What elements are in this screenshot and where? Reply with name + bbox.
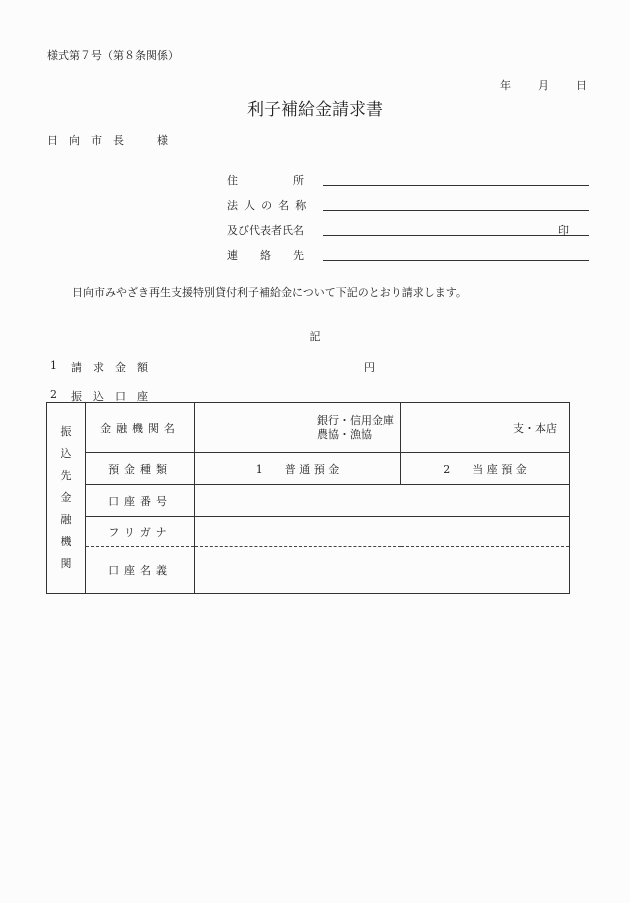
date-line: [500, 77, 586, 93]
furigana-field[interactable]: [195, 517, 570, 547]
addressee: 日 向 市 長 様: [47, 134, 168, 147]
deposit-type-label: 預金種類: [86, 453, 195, 485]
branch-field[interactable]: [401, 403, 570, 453]
bank-name-field[interactable]: [195, 403, 401, 453]
side-char: 融: [60, 513, 72, 526]
bank-name-label: 金融機関名: [86, 403, 195, 453]
account-name-label: 口座名義: [86, 547, 195, 594]
contact-field[interactable]: [323, 260, 589, 261]
corporate-name-field[interactable]: [323, 210, 589, 211]
side-char: 機: [60, 535, 72, 548]
side-char: 関: [60, 557, 72, 570]
furigana-label: フリガナ: [86, 517, 195, 547]
form-number: 様式第７号（第８条関係）: [47, 49, 179, 62]
deposit-option-current[interactable]: 2 当 座 預 金: [401, 453, 570, 485]
item2-label: 振 込 口 座: [71, 390, 148, 403]
form-title: 利子補給金請求書: [247, 100, 383, 120]
address-field[interactable]: [323, 185, 589, 186]
side-label-cell: [47, 403, 86, 594]
account-name-field[interactable]: [195, 547, 570, 594]
yen-unit: 円: [364, 361, 375, 374]
side-char: 金: [60, 491, 72, 504]
day-label: 日: [576, 79, 587, 92]
bank-types-line2: 農協・漁協: [317, 427, 372, 441]
year-label: 年: [500, 79, 511, 92]
item1-number: 1: [50, 359, 57, 372]
corporate-name-label: 法人の名称: [227, 199, 313, 212]
request-statement: 日向市みやざき再生支援特別貸付利子補給金について下記のとおり請求します。: [72, 286, 467, 299]
representative-field[interactable]: [323, 235, 589, 236]
bank-types-line1: 銀行・信用金庫: [317, 413, 394, 427]
side-char: 先: [60, 469, 72, 482]
contact-label: 連 絡 先: [227, 249, 304, 262]
branch-label: 支・本店: [513, 421, 557, 435]
side-char: 込: [60, 447, 72, 460]
item2-number: 2: [50, 388, 57, 401]
account-number-label: 口座番号: [86, 485, 195, 517]
bank-account-table: [46, 402, 570, 594]
deposit-option-ordinary[interactable]: 1 普 通 預 金: [195, 453, 401, 485]
item1-label: 請 求 金 額: [71, 361, 148, 374]
side-char: 振: [60, 425, 72, 438]
address-label: 住 所: [227, 174, 304, 187]
representative-label: 及び代表者氏名: [227, 224, 304, 237]
ki-heading: 記: [309, 330, 321, 343]
month-label: 月: [538, 79, 549, 92]
account-number-field[interactable]: [195, 485, 570, 517]
seal-mark: 印: [558, 224, 569, 237]
